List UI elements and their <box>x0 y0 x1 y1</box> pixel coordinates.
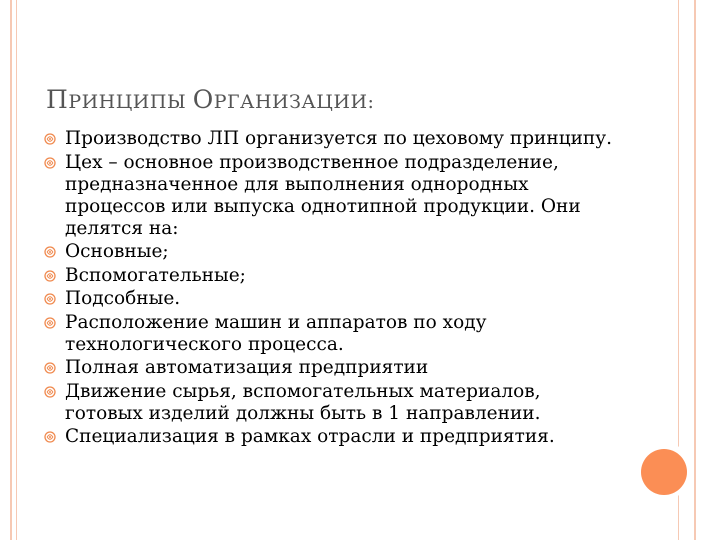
list-item <box>44 265 624 287</box>
ornamental-bullet-icon <box>44 386 56 398</box>
bullet-list <box>44 128 624 450</box>
list-item-text: Основные; <box>65 241 169 262</box>
list-item <box>44 426 624 448</box>
list-item <box>44 241 624 263</box>
list-item-text: Подсобные. <box>65 288 181 309</box>
ornamental-bullet-icon <box>44 431 56 443</box>
title-part-2: РГАНИЗАЦИИ: <box>213 91 375 113</box>
list-item-text: Движение сырья, вспомогательных материалов, готовых изделий должны быть в 1 направлении. <box>65 380 541 424</box>
list-item <box>44 152 624 240</box>
list-item-text: Цех – основное производственное подразделение, предназначенное для выполнения однородных процессов или выпуска однотипной продукции. Они делятся на: <box>65 151 581 239</box>
ornamental-bullet-icon <box>44 317 56 329</box>
title-initial-2: О <box>192 85 214 114</box>
list-item <box>44 381 624 425</box>
ornamental-bullet-icon <box>44 362 56 374</box>
list-item-text: Специализация в рамках отрасли и предприятия. <box>65 426 555 447</box>
list-item-text: Производство ЛП организуется по цеховому принципу. <box>65 128 613 149</box>
accent-circle <box>641 449 687 495</box>
list-item-text: Вспомогательные; <box>65 264 246 286</box>
list-item-text: Полная автоматизация предприятии <box>65 357 429 378</box>
ornamental-bullet-icon <box>44 157 56 169</box>
ornamental-bullet-icon <box>44 246 56 258</box>
ornamental-bullet-icon <box>44 293 56 305</box>
slide-title <box>46 78 374 116</box>
title-part-1: РИНЦИПЫ <box>68 91 193 113</box>
ornamental-bullet-icon <box>44 270 56 282</box>
list-item <box>44 128 624 150</box>
list-item <box>44 288 624 310</box>
title-initial: П <box>46 85 69 114</box>
list-item-text: Расположение машин и аппаратов по ходу технологического процесса. <box>65 311 487 355</box>
list-item <box>44 312 624 356</box>
ornamental-bullet-icon <box>44 133 56 145</box>
list-item <box>44 357 624 379</box>
